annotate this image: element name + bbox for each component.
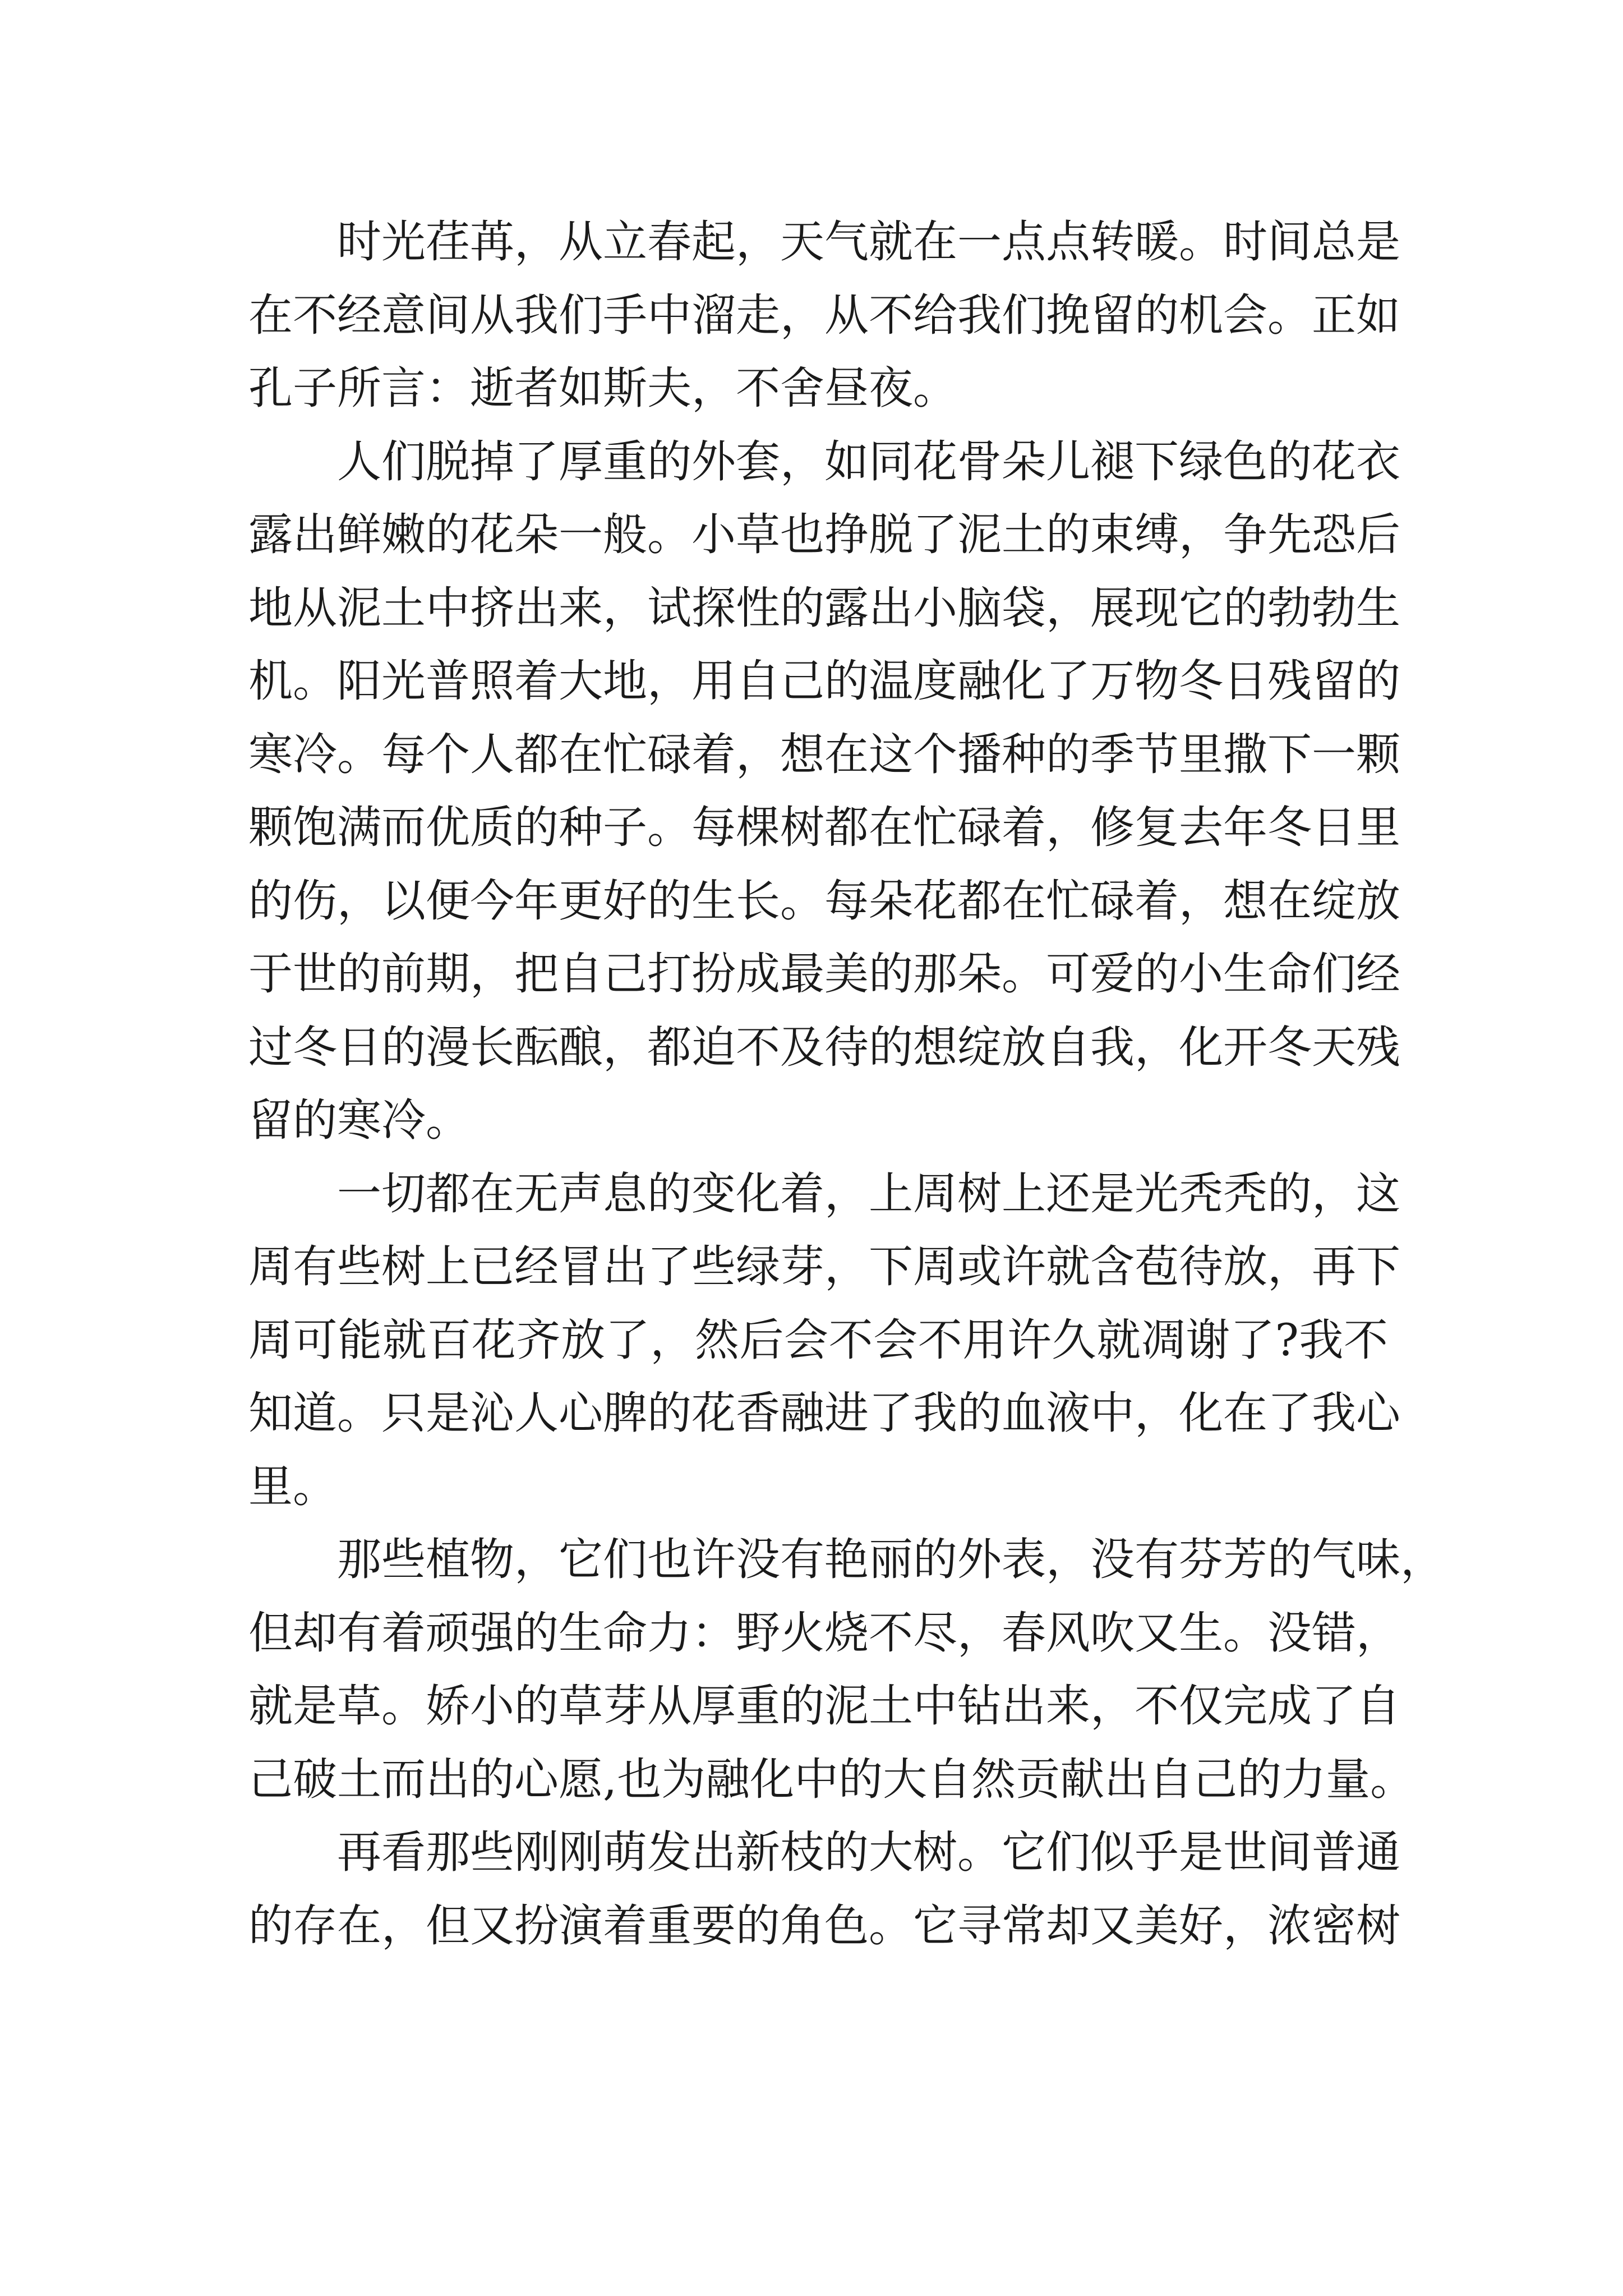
paragraph-3	[248, 1157, 1400, 1524]
text-line: 周有些树上已经冒出了些绿芽，下周或许就含苞待放，再下	[248, 1241, 1400, 1292]
text-line: 颗饱满而优质的种子。每棵树都在忙碌着，修复去年冬日里	[248, 802, 1400, 853]
text-line: 一切都在无声息的变化着，上周树上还是光秃秃的，这	[337, 1167, 1400, 1220]
text-line: 的伤，以便今年更好的生长。每朵花都在忙碌着，想在绽放	[248, 875, 1400, 927]
text-line: 机。阳光普照着大地，用自己的温度融化了万物冬日残留的	[248, 655, 1400, 707]
text-line: 那些植物，它们也许没有艳丽的外表，没有芬芳的气味，	[337, 1534, 1445, 1585]
paragraph-5	[248, 1816, 1400, 1962]
text-line: 时光荏苒，从立春起，天气就在一点点转暖。时间总是	[337, 216, 1400, 268]
text-line: 露出鲜嫩的花朵一般。小草也挣脱了泥土的束缚，争先恐后	[248, 509, 1400, 560]
text-line: 地从泥土中挤出来，试探性的露出小脑袋，展现它的勃勃生	[248, 582, 1400, 634]
text-line: 孔子所言：逝者如斯夫，不舍昼夜。	[248, 362, 957, 414]
text-line: 再看那些刚刚萌发出新枝的大树。它们似乎是世间普通	[337, 1826, 1400, 1878]
text-line: 的存在，但又扮演着重要的角色。它寻常却又美好，浓密树	[248, 1899, 1400, 1952]
text-line: 就是草。娇小的草芽从厚重的泥土中钻出来，不仅完成了自	[248, 1680, 1400, 1732]
paragraph-1	[248, 205, 1400, 425]
text-line: 寒冷。每个人都在忙碌着，想在这个播种的季节里撒下一颗	[248, 728, 1400, 780]
document-body	[248, 205, 1445, 1962]
text-line: 过冬日的漫长酝酿，都迫不及待的想绽放自我，化开冬天残	[248, 1021, 1400, 1073]
text-line: 在不经意间从我们手中溜走，从不给我们挽留的机会。正如	[248, 289, 1400, 341]
text-line: 知道。只是沁人心脾的花香融进了我的血液中，化在了我心	[248, 1387, 1400, 1439]
text-line: 己破土而出的心愿,也为融化中的大自然贡献出自己的力量。	[248, 1753, 1415, 1805]
text-line: 但却有着顽强的生命力：野火烧不尽，春风吹又生。没错，	[248, 1607, 1400, 1659]
text-line: 于世的前期，把自己打扮成最美的那朵。可爱的小生命们经	[248, 948, 1400, 1000]
text-line: 周可能就百花齐放了，然后会不会不用许久就凋谢了?我不	[248, 1314, 1388, 1366]
text-line: 人们脱掉了厚重的外套，如同花骨朵儿褪下绿色的花衣	[337, 435, 1400, 487]
text-line: 里。	[248, 1460, 337, 1512]
paragraph-4	[248, 1523, 1445, 1816]
paragraph-2	[248, 425, 1400, 1157]
text-line: 留的寒冷。	[248, 1094, 470, 1146]
